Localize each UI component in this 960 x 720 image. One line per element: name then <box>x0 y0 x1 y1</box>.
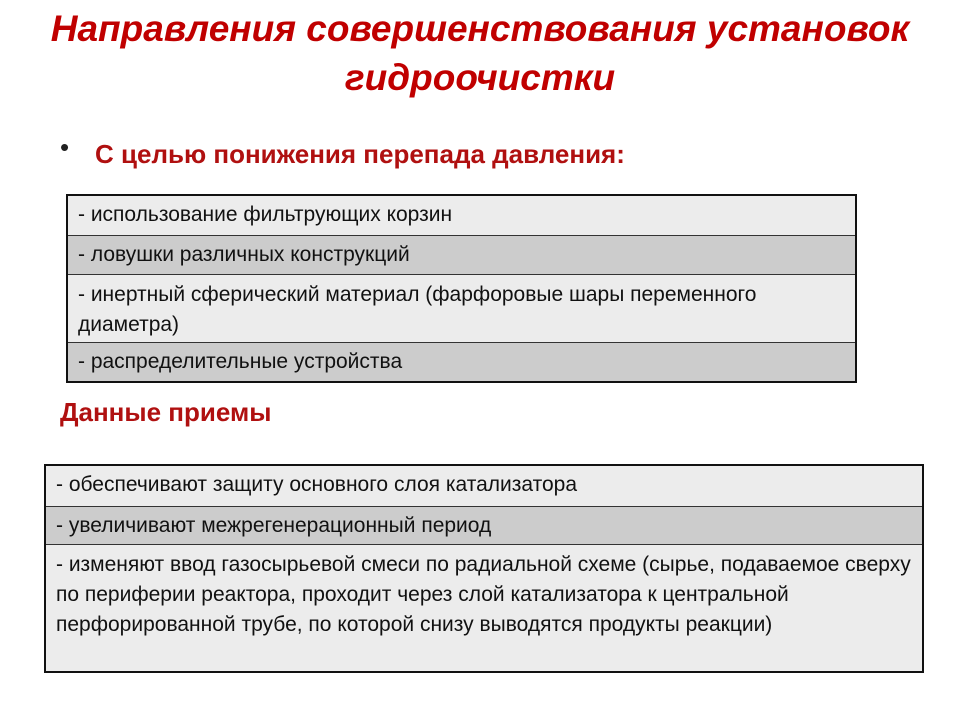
methods-row: - использование фильтрующих корзин <box>68 196 855 236</box>
methods-row: - инертный сферический материал (фарфоровые шары переменного диаметра) <box>68 275 855 343</box>
effects-row: - увеличивают межрегенерационный период <box>46 507 922 545</box>
bullet-item <box>60 132 920 175</box>
methods-table <box>66 194 857 383</box>
methods-row: - ловушки различных конструкций <box>68 236 855 275</box>
bullet-text: С целью понижения перепада давления: <box>95 139 625 169</box>
bullet-dot-icon: • <box>60 132 70 162</box>
effects-row: - обеспечивают защиту основного слоя катализатора <box>46 466 922 507</box>
slide-title: Направления совершенствования установок гидроочистки <box>50 8 910 98</box>
subheading: Данные приемы <box>60 397 272 427</box>
effects-row: - изменяют ввод газосырьевой смеси по радиальной схеме (сырье, подаваемое сверху по периферии реактора, проходит через слой катализатора к центральной перфорированной трубе, по которой снизу выводятся продукты реакции) <box>46 545 922 671</box>
methods-row: - распределительные устройства <box>68 343 855 381</box>
effects-table <box>44 464 924 673</box>
